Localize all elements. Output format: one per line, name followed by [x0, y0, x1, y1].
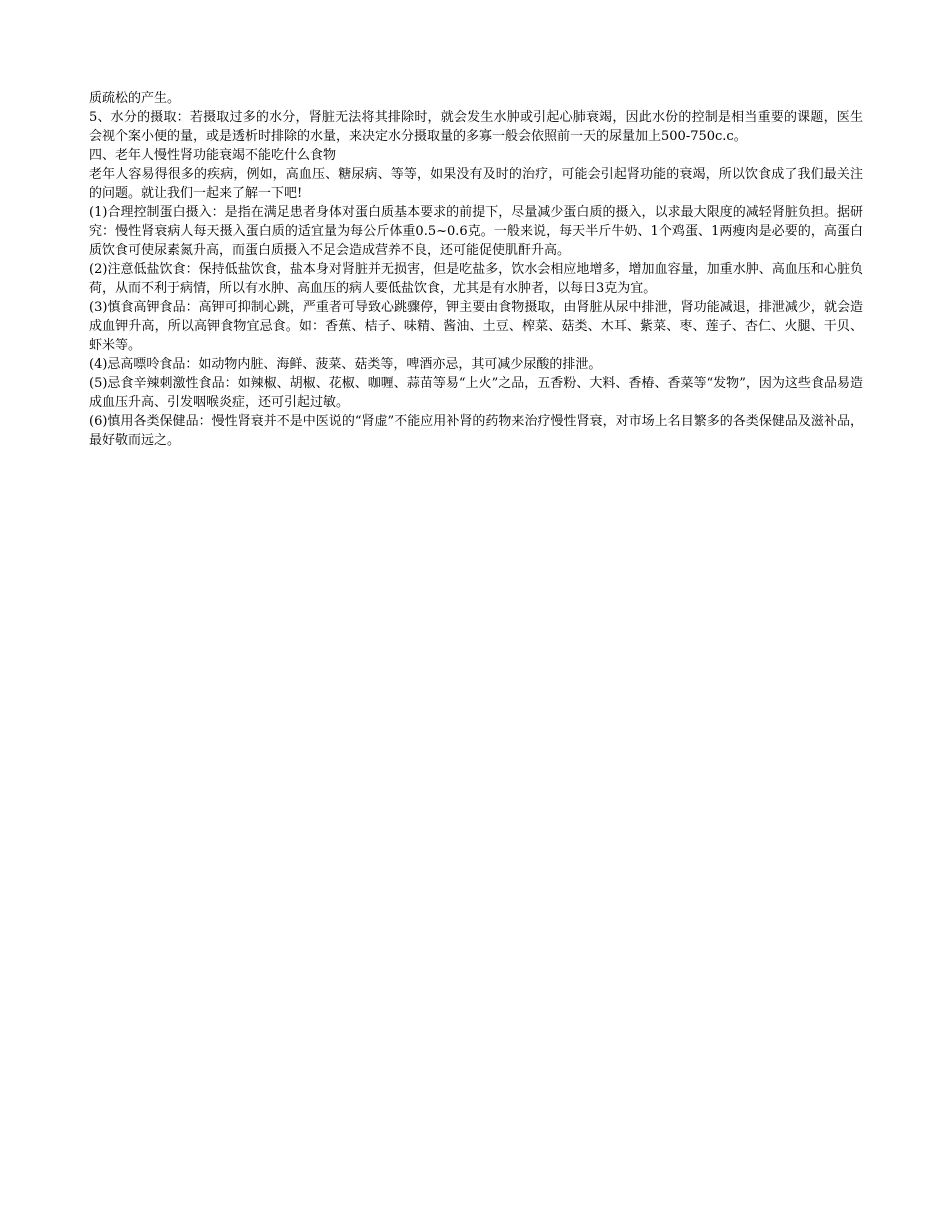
paragraph-protein-intake: (1)合理控制蛋白摄入：是指在满足患者身体对蛋白质基本要求的前提下，尽量减少蛋白质的摄入，以求最大限度的减轻肾脏负担。据研究：慢性肾衰病人每天摄入蛋白质的适宜量为每公斤体重0.5~0.6克。一般来说，每天半斤牛奶、1个鸡蛋、1两瘦肉是必要的，高蛋白质饮食可使尿素氮升高，而蛋白质摄入不足会造成营养不良，还可能促使肌酐升高。: [89, 205, 863, 258]
document-page: [89, 89, 863, 450]
paragraph-spicy-food: (5)忌食辛辣刺激性食品：如辣椒、胡椒、花椒、咖喱、蒜苗等易“上火”之品，五香粉、大料、香椿、香菜等“发物”，因为这些食品易造成血压升高、引发咽喉炎症，还可引起过敏。: [89, 376, 863, 410]
paragraph-high-potassium: (3)慎食高钾食品：高钾可抑制心跳，严重者可导致心跳骤停，钾主要由食物摄取，由肾脏从尿中排泄，肾功能减退，排泄减少，就会造成血钾升高，所以高钾食物宜忌食。如：香蕉、桔子、味精、酱油、土豆、榨菜、菇类、木耳、紫菜、枣、莲子、杏仁、火腿、干贝、虾米等。: [89, 300, 863, 353]
paragraph-health-supplements: (6)慎用各类保健品：慢性肾衰并不是中医说的“肾虚”不能应用补肾的药物来治疗慢性肾衰，对市场上名目繁多的各类保健品及滋补品，最好敬而远之。: [89, 414, 863, 448]
section-heading-foods-to-avoid: 四、老年人慢性肾功能衰竭不能吃什么食物: [89, 148, 337, 163]
paragraph-low-salt: (2)注意低盐饮食：保持低盐饮食，盐本身对肾脏并无损害，但是吃盐多，饮水会相应地增多，增加血容量，加重水肿、高血压和心脏负荷，从而不利于病情，所以有水肿、高血压的病人要低盐饮食，尤其是有水肿者，以每日3克为宜。: [89, 262, 863, 296]
paragraph-osteoporosis-end: 质疏松的产生。: [89, 91, 181, 106]
paragraph-high-purine: (4)忌高嘌呤食品：如动物内脏、海鲜、菠菜、菇类等，啤酒亦忌，其可减少尿酸的排泄。: [89, 357, 602, 372]
paragraph-intro: 老年人容易得很多的疾病，例如，高血压、糖尿病、等等，如果没有及时的治疗，可能会引起肾功能的衰竭，所以饮食成了我们最关注的问题。就让我们一起来了解一下吧!: [89, 167, 863, 201]
paragraph-water-intake: 5、水分的摄取：若摄取过多的水分，肾脏无法将其排除时，就会发生水肿或引起心肺衰竭，因此水份的控制是相当重要的课题，医生会视个案小便的量，或是透析时排除的水量，来决定水分摄取量的多寡一般会依照前一天的尿量加上500-750c.c。: [89, 110, 863, 144]
